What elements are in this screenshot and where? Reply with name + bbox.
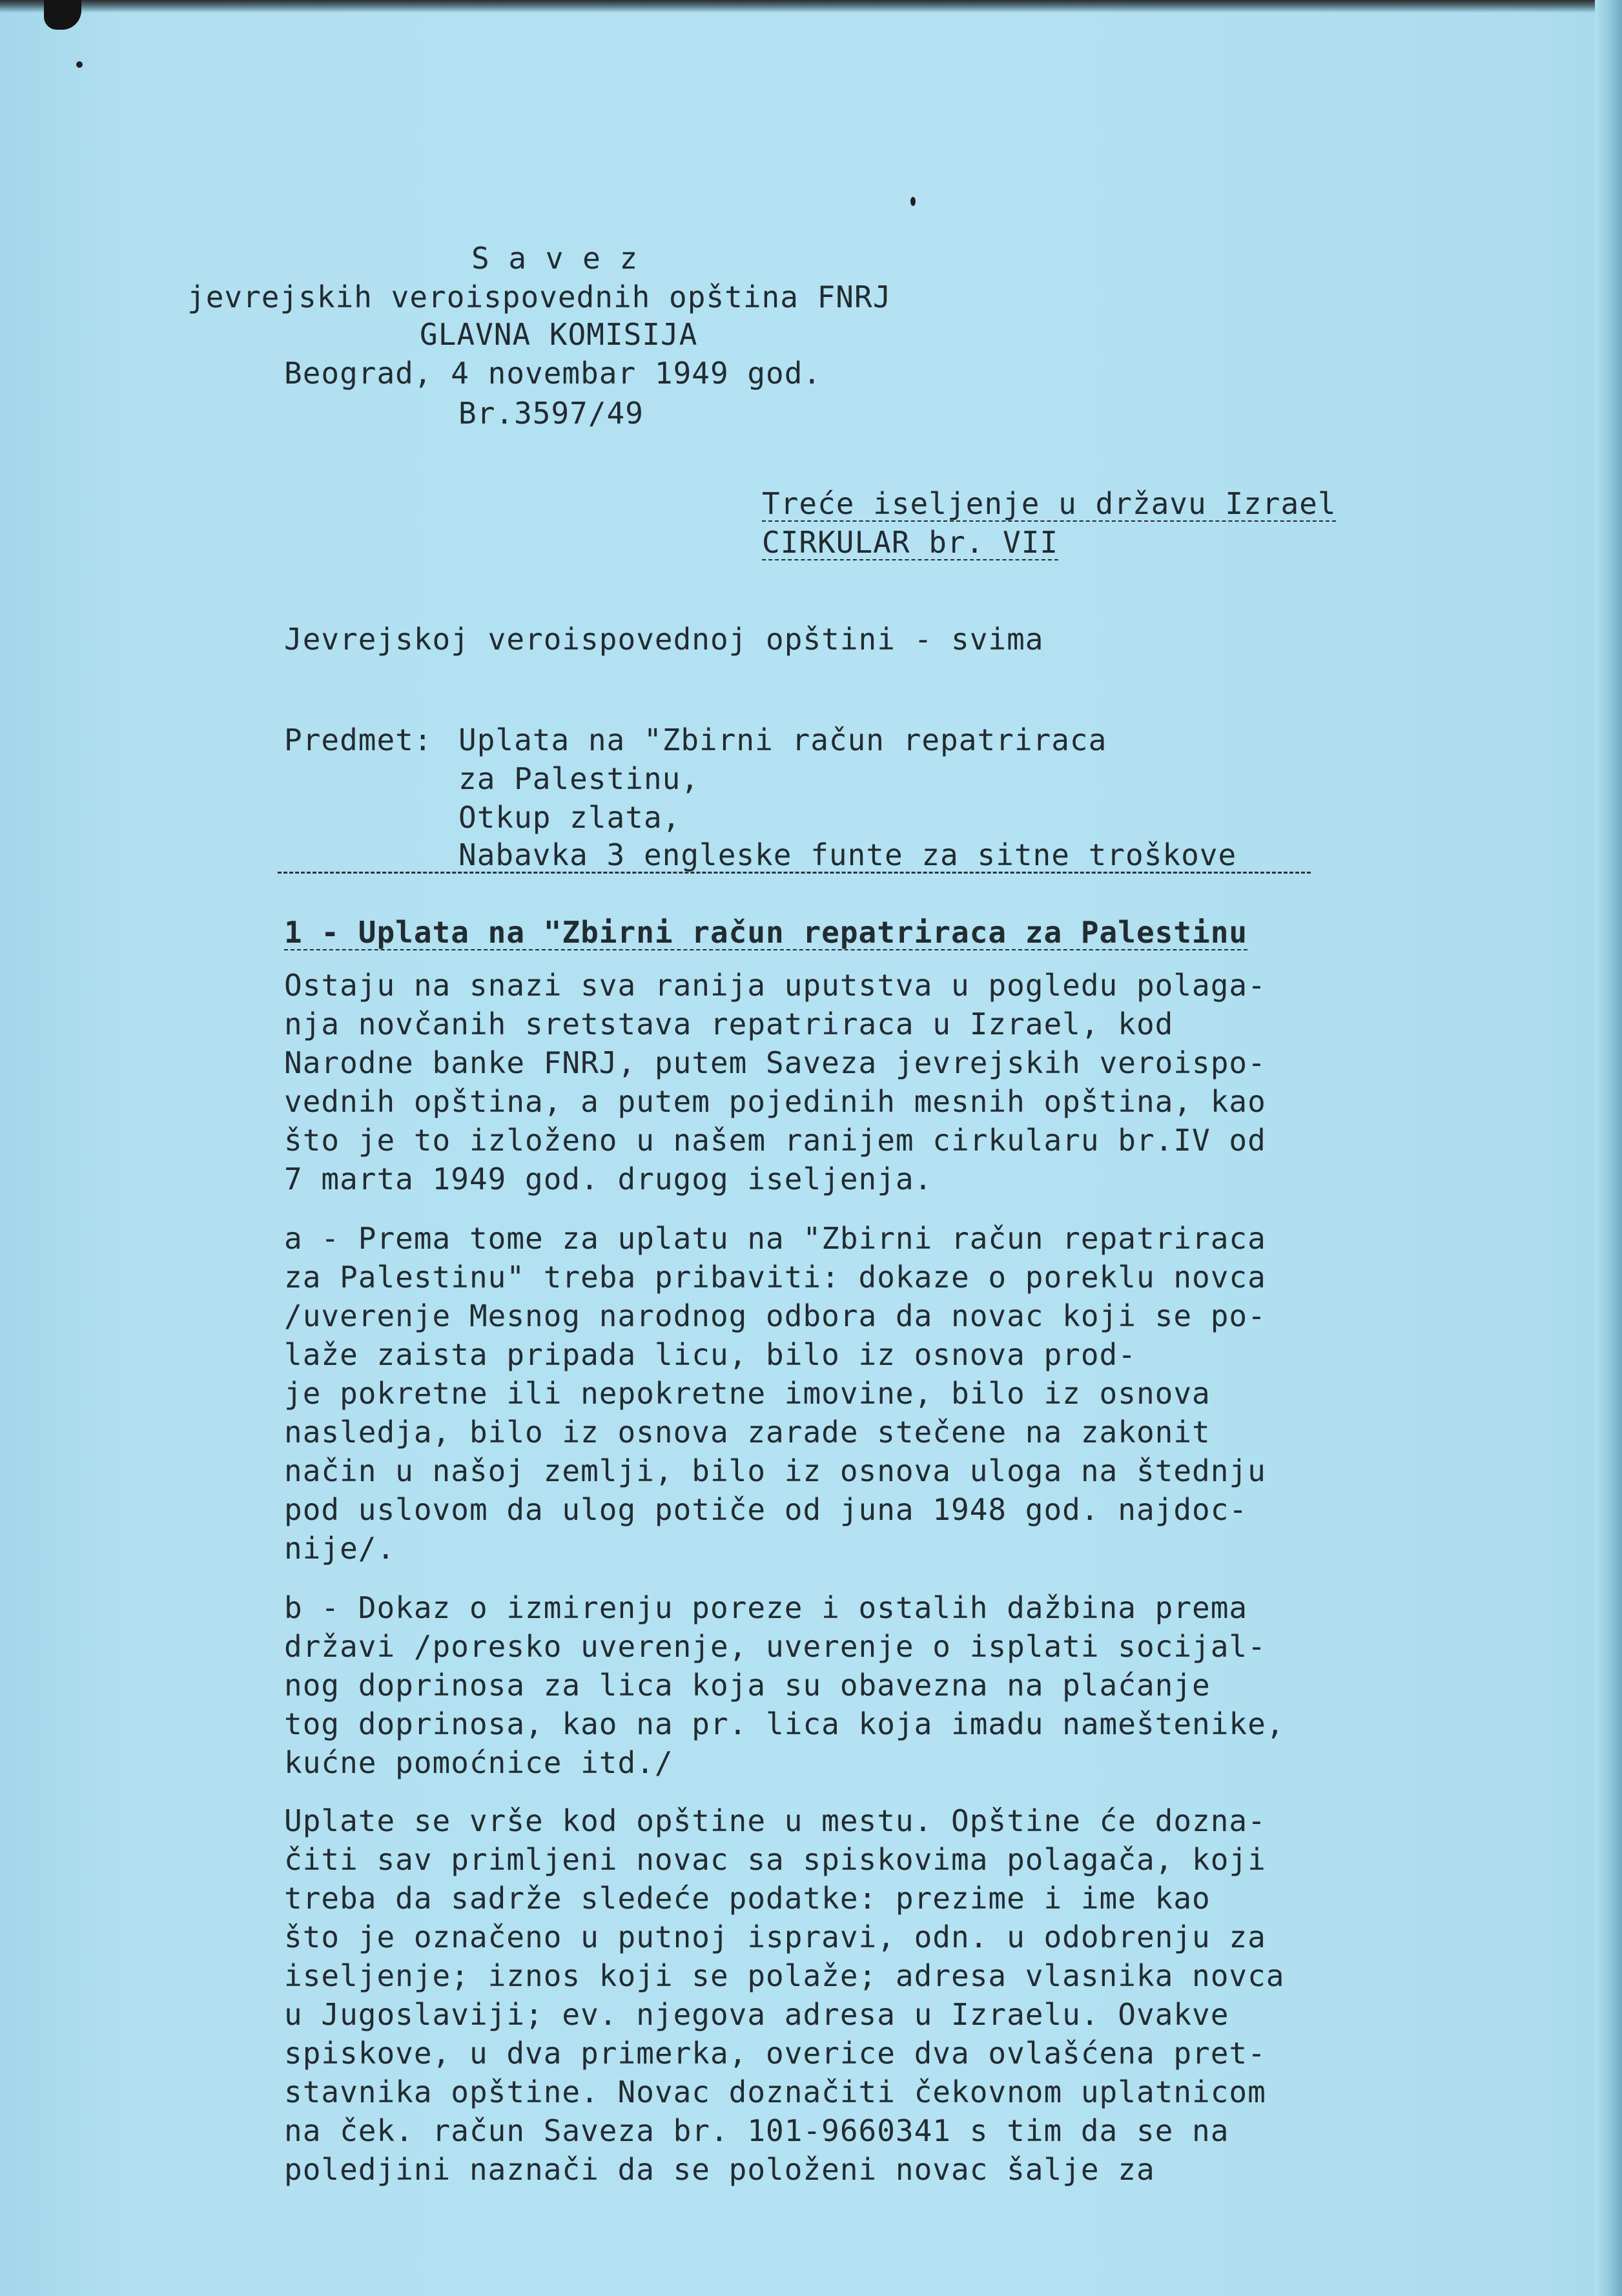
paragraph-line: nije/.: [284, 1531, 396, 1566]
predmet-item: Otkup zlata,: [458, 800, 681, 835]
paragraph-line: što je to izloženo u našem ranijem cirkularu br.IV od: [284, 1123, 1266, 1158]
paragraph-line: stavnika opštine. Novac doznačiti čekovnom uplatnicom: [284, 2075, 1266, 2109]
scan-right-edge: [1595, 0, 1622, 2296]
place-date: Beograd, 4 novembar 1949 god.: [284, 356, 822, 391]
paragraph-line: čiti sav primljeni novac sa spiskovima polagača, koji: [284, 1842, 1266, 1877]
reference-number: Br.3597/49: [458, 396, 644, 431]
predmet-item: Uplata na "Zbirni račun repatriraca: [458, 723, 1107, 757]
paragraph-line: pod uslovom da ulog potiče od juna 1948 god. najdoc-: [284, 1492, 1248, 1527]
paragraph-line: u Jugoslaviji; ev. njegova adresa u Izraelu. Ovakve: [284, 1997, 1229, 2032]
paragraph-line: iseljenje; iznos koji se polaže; adresa vlasnika novca: [284, 1958, 1285, 1993]
paragraph-line: nog doprinosa za lica koja su obavezna na plaćanje: [284, 1668, 1211, 1703]
paragraph-line: a - Prema tome za uplatu na "Zbirni račun repatriraca: [284, 1221, 1266, 1256]
paragraph-line: Narodne banke FNRJ, putem Saveza jevrejskih veroispo-: [284, 1045, 1266, 1080]
paragraph-line: 7 marta 1949 god. drugog iseljenja.: [284, 1162, 933, 1196]
addressee: Jevrejskoj veroispovednoj opštini - svima: [284, 622, 1044, 657]
paragraph-line: /uverenje Mesnog narodnog odbora da novac koji se po-: [284, 1298, 1266, 1333]
ink-speck: [910, 197, 916, 206]
predmet-rule: [278, 872, 1311, 874]
org-name-line2: jevrejskih veroispovednih opština FNRJ: [187, 280, 892, 314]
paragraph-line: spiskove, u dva primerka, overice dva ovlašćena pret-: [284, 2036, 1266, 2071]
circular-number: CIRKULAR br. VII: [762, 525, 1059, 560]
predmet-item: za Palestinu,: [458, 761, 700, 796]
paragraph-line: za Palestinu" treba pribaviti: dokaze o poreklu novca: [284, 1260, 1266, 1295]
paragraph-line: kućne pomoćnice itd./: [284, 1745, 673, 1780]
paragraph-line: poledjini naznači da se položeni novac šalje za: [284, 2152, 1155, 2187]
paragraph-line: tog doprinosa, kao na pr. lica koja imadu nameštenike,: [284, 1707, 1285, 1741]
paragraph-line: način u našoj zemlji, bilo iz osnova uloga na štednju: [284, 1453, 1266, 1488]
subject-title: Treće iseljenje u državu Izrael: [762, 486, 1337, 521]
paragraph-line: državi /poresko uverenje, uverenje o isplati socijal-: [284, 1629, 1266, 1664]
org-name: S a v e z: [471, 241, 639, 276]
predmet-item: Nabavka 3 engleske funte za sitne troškove: [458, 837, 1237, 872]
paragraph-line: nasledja, bilo iz osnova zarade stečene na zakonit: [284, 1415, 1211, 1450]
paragraph-line: b - Dokaz o izmirenju poreze i ostalih dažbina prema: [284, 1590, 1248, 1625]
predmet-label: Predmet:: [284, 723, 433, 757]
section-heading: 1 - Uplata na "Zbirni račun repatriraca za Palestinu: [284, 915, 1248, 950]
paragraph-line: treba da sadrže sledeće podatke: prezime i ime kao: [284, 1881, 1211, 1916]
paragraph-line: laže zaista pripada licu, bilo iz osnova prod-: [284, 1337, 1136, 1372]
paragraph-line: Ostaju na snazi sva ranija uputstva u pogledu polaga-: [284, 968, 1266, 1003]
ink-speck: [76, 61, 83, 68]
paragraph-line: nja novčanih sretstava repatriraca u Izrael, kod: [284, 1007, 1174, 1041]
paragraph-line: na ček. račun Saveza br. 101-9660341 s tim da se na: [284, 2113, 1229, 2148]
paragraph-line: vednih opština, a putem pojedinih mesnih opština, kao: [284, 1084, 1266, 1119]
org-department: GLAVNA KOMISIJA: [420, 317, 698, 352]
paragraph-line: je pokretne ili nepokretne imovine, bilo iz osnova: [284, 1376, 1211, 1411]
paragraph-line: Uplate se vrše kod opštine u mestu. Opštine će dozna-: [284, 1803, 1266, 1838]
scan-top-edge: [0, 0, 1622, 13]
paragraph-line: što je označeno u putnoj ispravi, odn. u odobrenju za: [284, 1920, 1266, 1954]
